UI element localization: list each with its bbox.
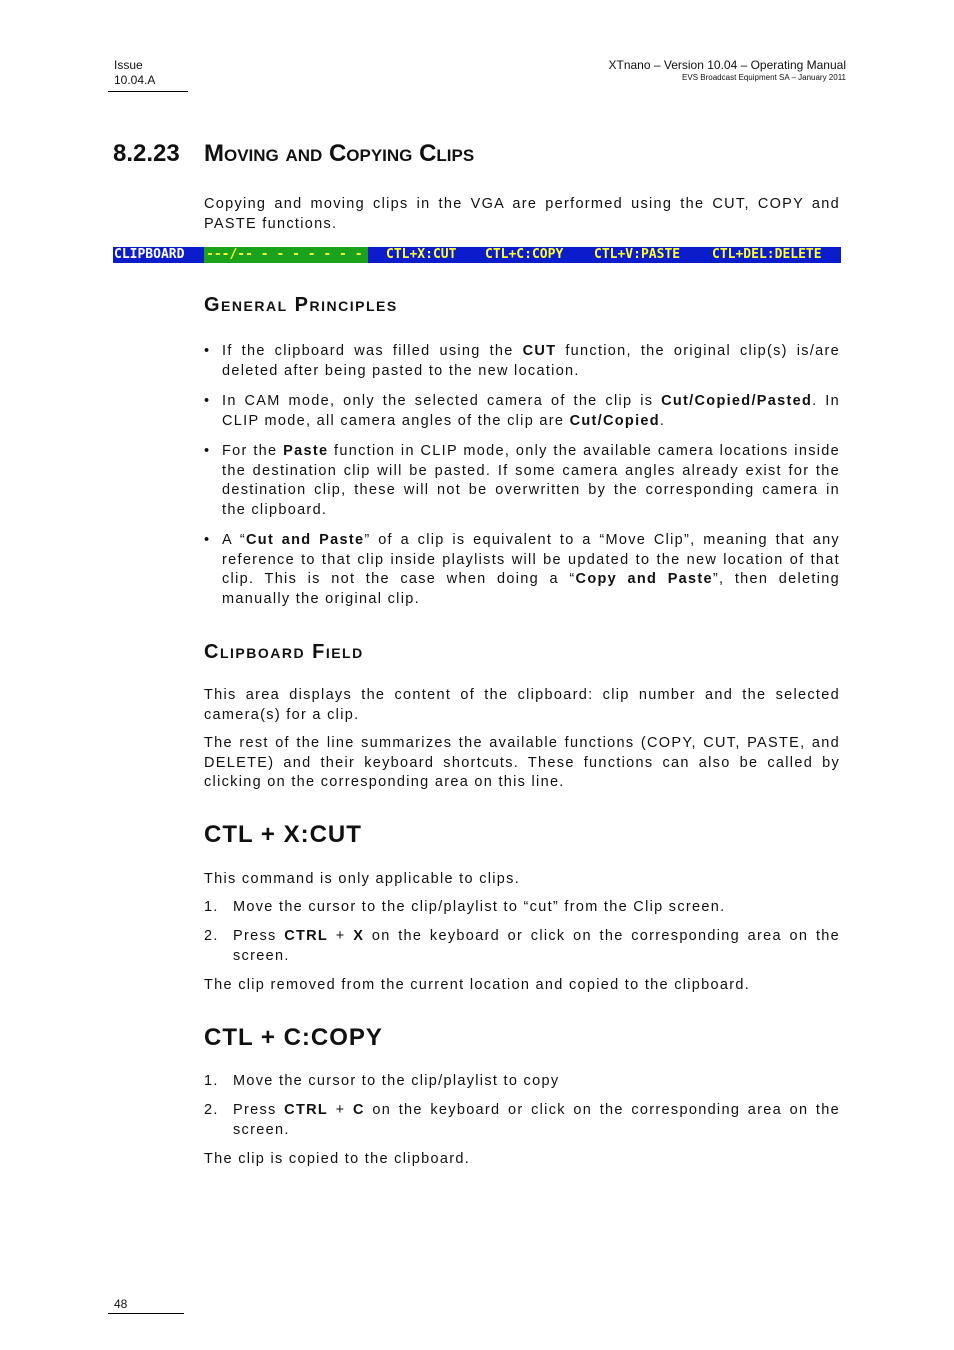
cut-intro: This command is only applicable to clips. bbox=[204, 871, 521, 887]
header-manual bbox=[609, 58, 847, 83]
clipboard-field-para1: This area displays the content of the clipboard: clip number and the selected camera(s) for a clip. bbox=[204, 687, 840, 723]
cut-outro: The clip removed from the current location and copied to the clipboard. bbox=[204, 977, 751, 993]
bullet-item: • If the clipboard was filled using the CUT function, the original clip(s) is/are deleted after being pasted to the new location. bbox=[204, 343, 840, 379]
section-title bbox=[113, 140, 474, 168]
paste-shortcut[interactable]: CTL+V:PASTE bbox=[594, 247, 681, 262]
section-intro: Copying and moving clips in the VGA are performed using the CUT, COPY and PASTE functions. bbox=[204, 196, 840, 232]
clipboard-field: ---/-- - - - - - - - bbox=[204, 247, 368, 263]
header-divider bbox=[108, 91, 188, 92]
bullet-icon: • bbox=[204, 443, 211, 459]
copy-outro: The clip is copied to the clipboard. bbox=[204, 1151, 471, 1167]
copy-heading: CTL + C:COPY bbox=[204, 1024, 383, 1051]
list-item: 2. Press CTRL + X on the keyboard or click on the corresponding area on the screen. bbox=[204, 928, 840, 964]
list-item: 2. Press CTRL + C on the keyboard or click on the corresponding area on the screen. bbox=[204, 1102, 840, 1138]
bullet-icon: • bbox=[204, 343, 211, 359]
footer-divider bbox=[108, 1313, 184, 1314]
manual-title: XTnano – Version 10.04 – Operating Manual bbox=[608, 58, 846, 72]
issue-value: 10.04.A bbox=[114, 73, 156, 87]
bullet-icon: • bbox=[204, 393, 211, 409]
clipboard-label: CLIPBOARD bbox=[114, 247, 185, 262]
clipboard-field-heading: Clipboard Field bbox=[204, 641, 364, 663]
bullet-icon: • bbox=[204, 532, 211, 548]
bullet-item: • For the Paste function in CLIP mode, only the available camera locations inside the destination clip will be pasted. If some camera angles already exist for the destination clip, these will not be overwritten by the corresponding camera in the clipboard. bbox=[204, 443, 840, 518]
issue-label: Issue bbox=[114, 58, 143, 72]
bullet-item: • A “Cut and Paste” of a clip is equivalent to a “Move Clip”, meaning that any reference to that clip inside playlists will be updated to the new location of that clip. This is not the case when doing a “Copy and Paste”, then deleting manually the original clip. bbox=[204, 532, 840, 607]
cut-heading: CTL + X:CUT bbox=[204, 821, 362, 848]
clipboard-bar bbox=[113, 247, 841, 263]
bullet-item: • In CAM mode, only the selected camera of the clip is Cut/Copied/Pasted. In CLIP mode, all camera angles of the clip are Cut/Copied. bbox=[204, 393, 840, 429]
cut-shortcut[interactable]: CTL+X:CUT bbox=[386, 247, 457, 262]
manual-subtitle: EVS Broadcast Equipment SA – January 2011 bbox=[682, 73, 846, 82]
section-number: 8.2.23 bbox=[113, 140, 180, 167]
page-number: 48 bbox=[114, 1297, 128, 1311]
header-issue bbox=[114, 58, 155, 88]
copy-shortcut[interactable]: CTL+C:COPY bbox=[485, 247, 564, 262]
list-item: 1. Move the cursor to the clip/playlist to “cut” from the Clip screen. bbox=[204, 899, 726, 915]
delete-shortcut[interactable]: CTL+DEL:DELETE bbox=[712, 247, 822, 262]
section-heading: Moving and Copying Clips bbox=[204, 140, 475, 167]
clipboard-field-para2: The rest of the line summarizes the available functions (COPY, CUT, PASTE, and DELETE) and their keyboard shortcuts. These functions can also be called by clicking on the corresponding area on this line. bbox=[204, 735, 840, 790]
list-item: 1. Move the cursor to the clip/playlist to copy bbox=[204, 1073, 560, 1089]
general-principles-heading: General Principles bbox=[204, 294, 398, 316]
